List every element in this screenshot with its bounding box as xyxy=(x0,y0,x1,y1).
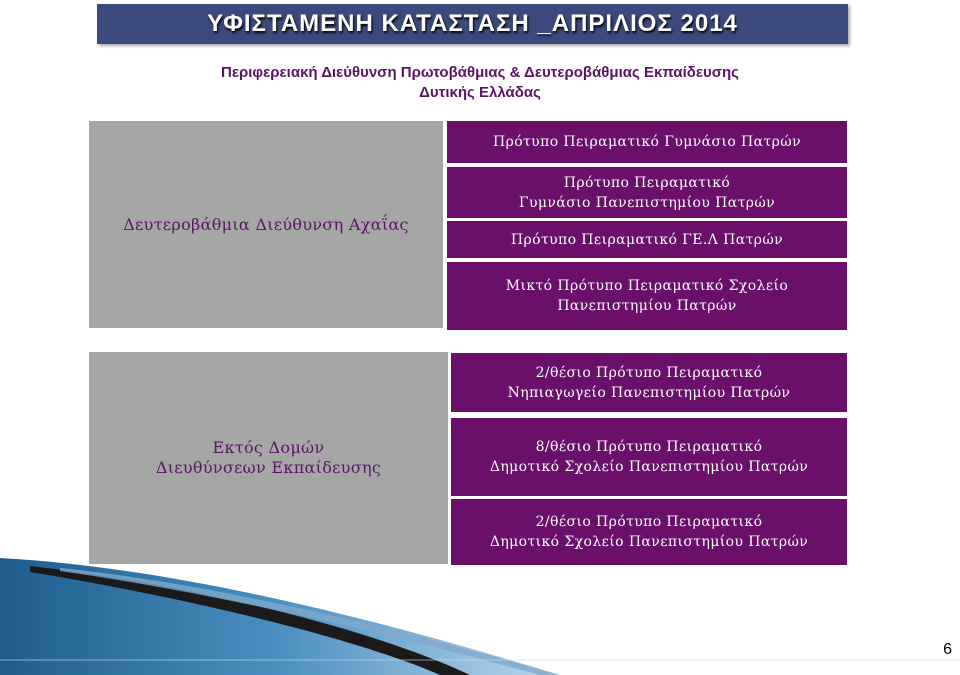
school-name-line: Δημοτικό Σχολείο Πανεπιστημίου Πατρών xyxy=(489,459,809,475)
group1-label: Δευτεροβάθμια Διεύθυνση Αχαΐας xyxy=(123,214,409,234)
school-name-line: 2/θέσιο Πρότυπο Πειραματικό xyxy=(535,514,763,530)
subtitle-line-2: Δυτικής Ελλάδας xyxy=(419,84,541,101)
group2-label-line: Εκτός Δομών xyxy=(212,438,325,457)
school-name-line: Δημοτικό Σχολείο Πανεπιστημίου Πατρών xyxy=(489,534,809,550)
group2-label-line: Διευθύνσεων Εκπαίδευσης xyxy=(155,458,382,477)
school-name-line: Γυμνάσιο Πανεπιστημίου Πατρών xyxy=(518,194,776,211)
school-name-line: Πρότυπο Πειραματικό xyxy=(563,174,731,191)
subtitle-line-1: Περιφερειακή Διεύθυνση Πρωτοβάθμιας & Δευτεροβάθμιας Εκπαίδευσης xyxy=(221,64,739,81)
school-name-line: 8/θέσιο Πρότυπο Πειραματικό xyxy=(535,439,763,455)
school-name-line: Πρότυπο Πειραματικό ΓΕ.Λ Πατρών xyxy=(510,231,784,248)
school-name-line: Νηπιαγωγείο Πανεπιστημίου Πατρών xyxy=(507,384,791,401)
page-title: ΥΦΙΣΤΑΜΕΝΗ ΚΑΤΑΣΤΑΣΗ _ΑΠΡΙΛΙΟΣ 2014 xyxy=(207,10,738,37)
page-number: 6 xyxy=(943,641,952,658)
school-name-line: Μικτό Πρότυπο Πειραματικό Σχολείο xyxy=(505,278,789,294)
school-name-line: Πρότυπο Πειραματικό Γυμνάσιο Πατρών xyxy=(492,134,802,150)
school-name-line: Πανεπιστημίου Πατρών xyxy=(557,298,737,314)
school-name-line: 2/θέσιο Πρότυπο Πειραματικό xyxy=(535,364,763,381)
